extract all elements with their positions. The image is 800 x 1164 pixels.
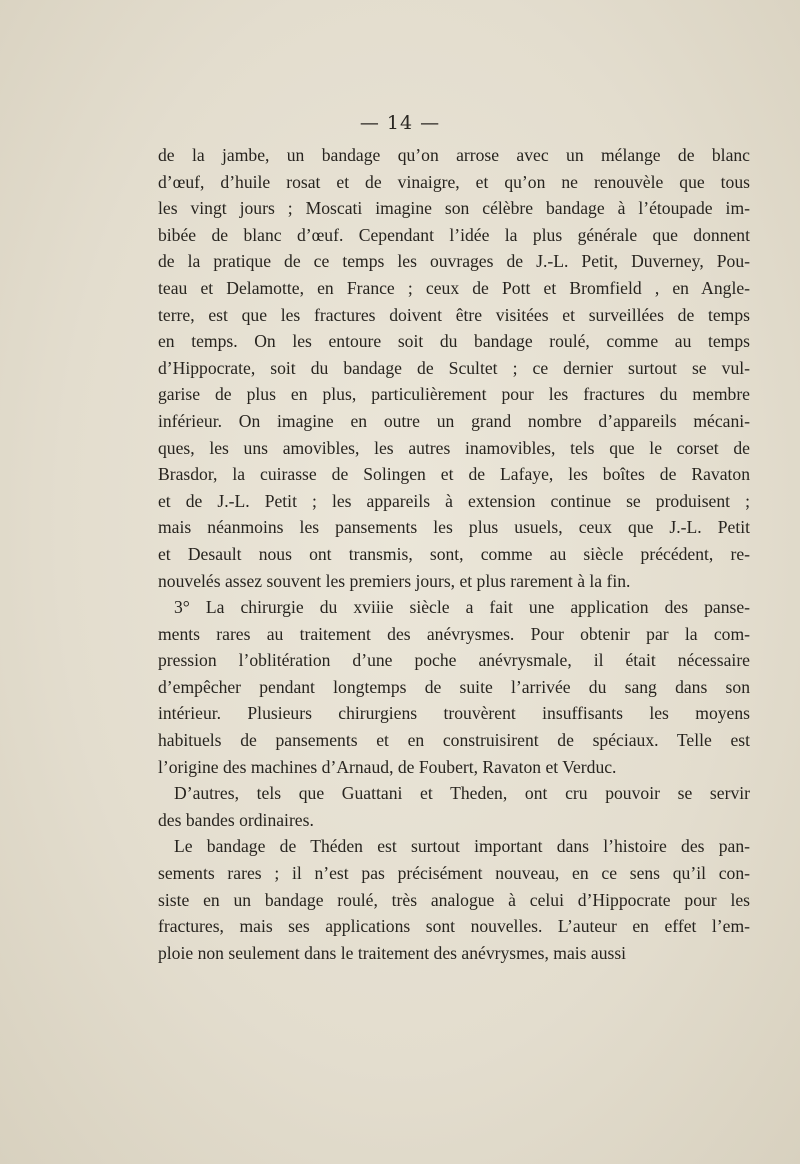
text-line: nouvelés assez souvent les premiers jours, et plus rarement à la fin. — [158, 570, 631, 591]
text-line: terre, est que les fractures doivent être visitées et surveillées de temps — [158, 304, 750, 325]
text-line: bibée de blanc d’œuf. Cependant l’idée la plus générale que donnent — [158, 224, 750, 245]
text-line: et de J.-L. Petit ; les appareils à extension continue se produisent ; — [158, 490, 750, 511]
body-text — [158, 142, 750, 966]
text-line: sements rares ; il n’est pas précisément nouveau, en ce sens qu’il con- — [158, 863, 750, 884]
text-line: de la pratique de ce temps les ouvrages de J.-L. Petit, Duverney, Pou- — [158, 251, 750, 272]
text-line: d’Hippocrate, soit du bandage de Scultet ; ce dernier surtout se vul- — [158, 357, 750, 378]
text-line: l’origine des machines d’Arnaud, de Foubert, Ravaton et Verduc. — [158, 756, 617, 777]
text-line: de la jambe, un bandage qu’on arrose avec un mélange de blanc — [158, 145, 750, 165]
text-line: teau et Delamotte, en France ; ceux de Pott et Bromfield , en Angle- — [158, 277, 750, 298]
text-line: ques, les uns amovibles, les autres inamovibles, tels que le corset de — [158, 437, 750, 458]
text-line: Le bandage de Théden est surtout important dans l’histoire des pan- — [174, 836, 750, 857]
page-number: — 14 — — [359, 112, 441, 134]
text-line: les vingt jours ; Moscati imagine son célèbre bandage à l’étoupade im- — [158, 198, 750, 219]
text-line: ploie non seulement dans le traitement des anévrysmes, mais aussi — [158, 942, 627, 963]
text-line: et Desault nous ont transmis, sont, comme au siècle précédent, re- — [158, 543, 750, 564]
text-line: en temps. On les entoure soit du bandage roulé, comme au temps — [158, 331, 750, 352]
text-line: Brasdor, la cuirasse de Solingen et de Lafaye, les boîtes de Ravaton — [158, 464, 750, 485]
text-line: intérieur. Plusieurs chirurgiens trouvèrent insuffisants les moyens — [158, 703, 750, 724]
text-line: fractures, mais ses applications sont nouvelles. L’auteur en effet l’em- — [158, 916, 750, 937]
text-line: 3° La chirurgie du xviiie siècle a fait une application des panse- — [174, 597, 750, 618]
text-line: habituels de pansements et en construisirent de spéciaux. Telle est — [158, 730, 750, 751]
text-line: siste en un bandage roulé, très analogue à celui d’Hippocrate pour les — [158, 889, 750, 910]
text-line: ments rares au traitement des anévrysmes. Pour obtenir par la com- — [158, 623, 750, 644]
text-line: des bandes ordinaires. — [158, 809, 314, 830]
text-line: pression l’oblitération d’une poche anévrysmale, il était nécessaire — [158, 650, 750, 671]
text-line: D’autres, tels que Guattani et Theden, ont cru pouvoir se servir — [174, 783, 750, 804]
text-line: d’œuf, d’huile rosat et de vinaigre, et qu’on ne renouvèle que tous — [158, 171, 750, 192]
text-line: garise de plus en plus, particulièrement pour les fractures du membre — [158, 384, 750, 405]
text-line: inférieur. On imagine en outre un grand nombre d’appareils mécani- — [158, 410, 750, 431]
text-line: d’empêcher pendant longtemps de suite l’arrivée du sang dans son — [158, 676, 750, 697]
text-line: mais néanmoins les pansements les plus usuels, ceux que J.-L. Petit — [158, 517, 750, 538]
